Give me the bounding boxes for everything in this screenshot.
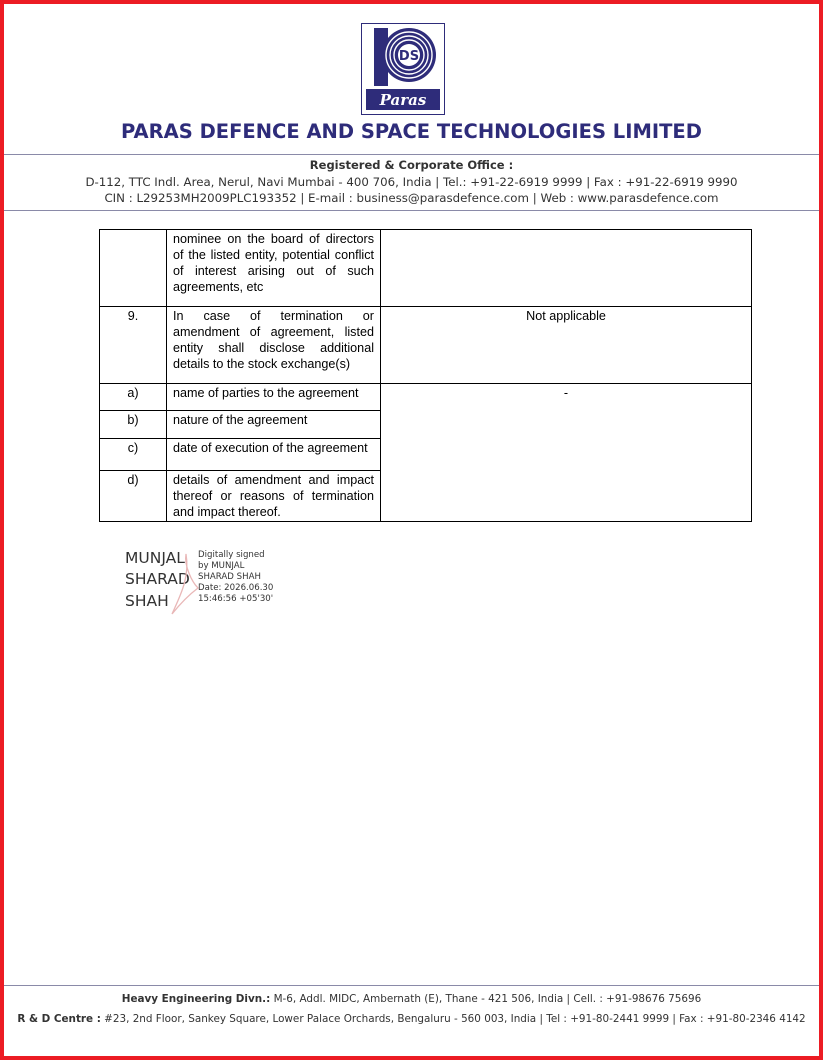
signature-info-line: 15:46:56 +05'30' — [198, 594, 274, 604]
row-number: c) — [100, 439, 167, 471]
footer-text: #23, 2nd Floor, Sankey Square, Lower Palace Orchards, Bengaluru - 560 003, India | Tel : +91-80-2441 9999 | Fax : +91-80-2346 4142 — [100, 1013, 806, 1025]
header-divider-bottom — [4, 210, 819, 211]
footer-rd-centre — [0, 1013, 823, 1025]
footer-heavy-engineering — [0, 993, 823, 1005]
office-cin: CIN : L29253MH2009PLC193352 | E-mail : business@parasdefence.com | Web : www.parasdefence.com — [104, 191, 719, 205]
row-number: a) — [100, 384, 167, 411]
row-number: 9. — [100, 307, 167, 384]
row-description: In case of termination or amendment of agreement, listed entity shall disclose additional details to the stock exchange(s) — [167, 307, 381, 384]
signature-info-line: by MUNJAL — [198, 561, 245, 571]
row-value — [381, 230, 752, 307]
paras-logo — [361, 23, 445, 115]
row-value: Not applicable — [381, 307, 752, 384]
header-divider — [4, 154, 819, 155]
office-address: D-112, TTC Indl. Area, Nerul, Navi Mumbai - 400 706, India | Tel.: +91-22-6919 9999 | Fax : +91-22-6919 9990 — [85, 175, 738, 189]
table-row — [100, 230, 752, 307]
signature-info-line: Digitally signed — [198, 550, 265, 560]
signature-info-line: Date: 2026.06.30 — [198, 583, 274, 593]
row-description: date of execution of the agreement — [167, 439, 381, 471]
signature-info-line: SHARAD SHAH — [198, 572, 261, 582]
table-row — [100, 307, 752, 384]
office-title: Registered & Corporate Office : — [309, 158, 514, 172]
signer-name-line: MUNJAL — [125, 549, 185, 567]
footer-label: R & D Centre : — [17, 1013, 101, 1025]
svg-text:DS: DS — [398, 49, 420, 64]
row-description: name of parties to the agreement — [167, 384, 381, 411]
row-number: d) — [100, 471, 167, 522]
row-number: b) — [100, 411, 167, 439]
table-row — [100, 384, 752, 411]
signer-name-line: SHARAD — [125, 570, 190, 588]
footer-text: M-6, Addl. MIDC, Ambernath (E), Thane - 421 506, India | Cell. : +91-98676 75696 — [270, 993, 702, 1005]
row-description: nature of the agreement — [167, 411, 381, 439]
signer-name-line: SHAH — [125, 592, 169, 610]
company-name: PARAS DEFENCE AND SPACE TECHNOLOGIES LIMITED — [121, 120, 702, 143]
signature-details — [198, 550, 273, 605]
logo-wordmark: Paras — [379, 91, 427, 109]
footer-divider — [4, 985, 819, 986]
digital-signature — [125, 548, 285, 618]
row-description: details of amendment and impact thereof or reasons of termination and impact thereof. — [167, 471, 381, 522]
row-number — [100, 230, 167, 307]
row-description: nominee on the board of directors of the listed entity, potential conflict of interest arising out of such agreements, etc — [167, 230, 381, 307]
row-value: - — [381, 384, 752, 522]
footer-label: Heavy Engineering Divn.: — [121, 993, 271, 1005]
disclosure-table — [99, 229, 752, 522]
